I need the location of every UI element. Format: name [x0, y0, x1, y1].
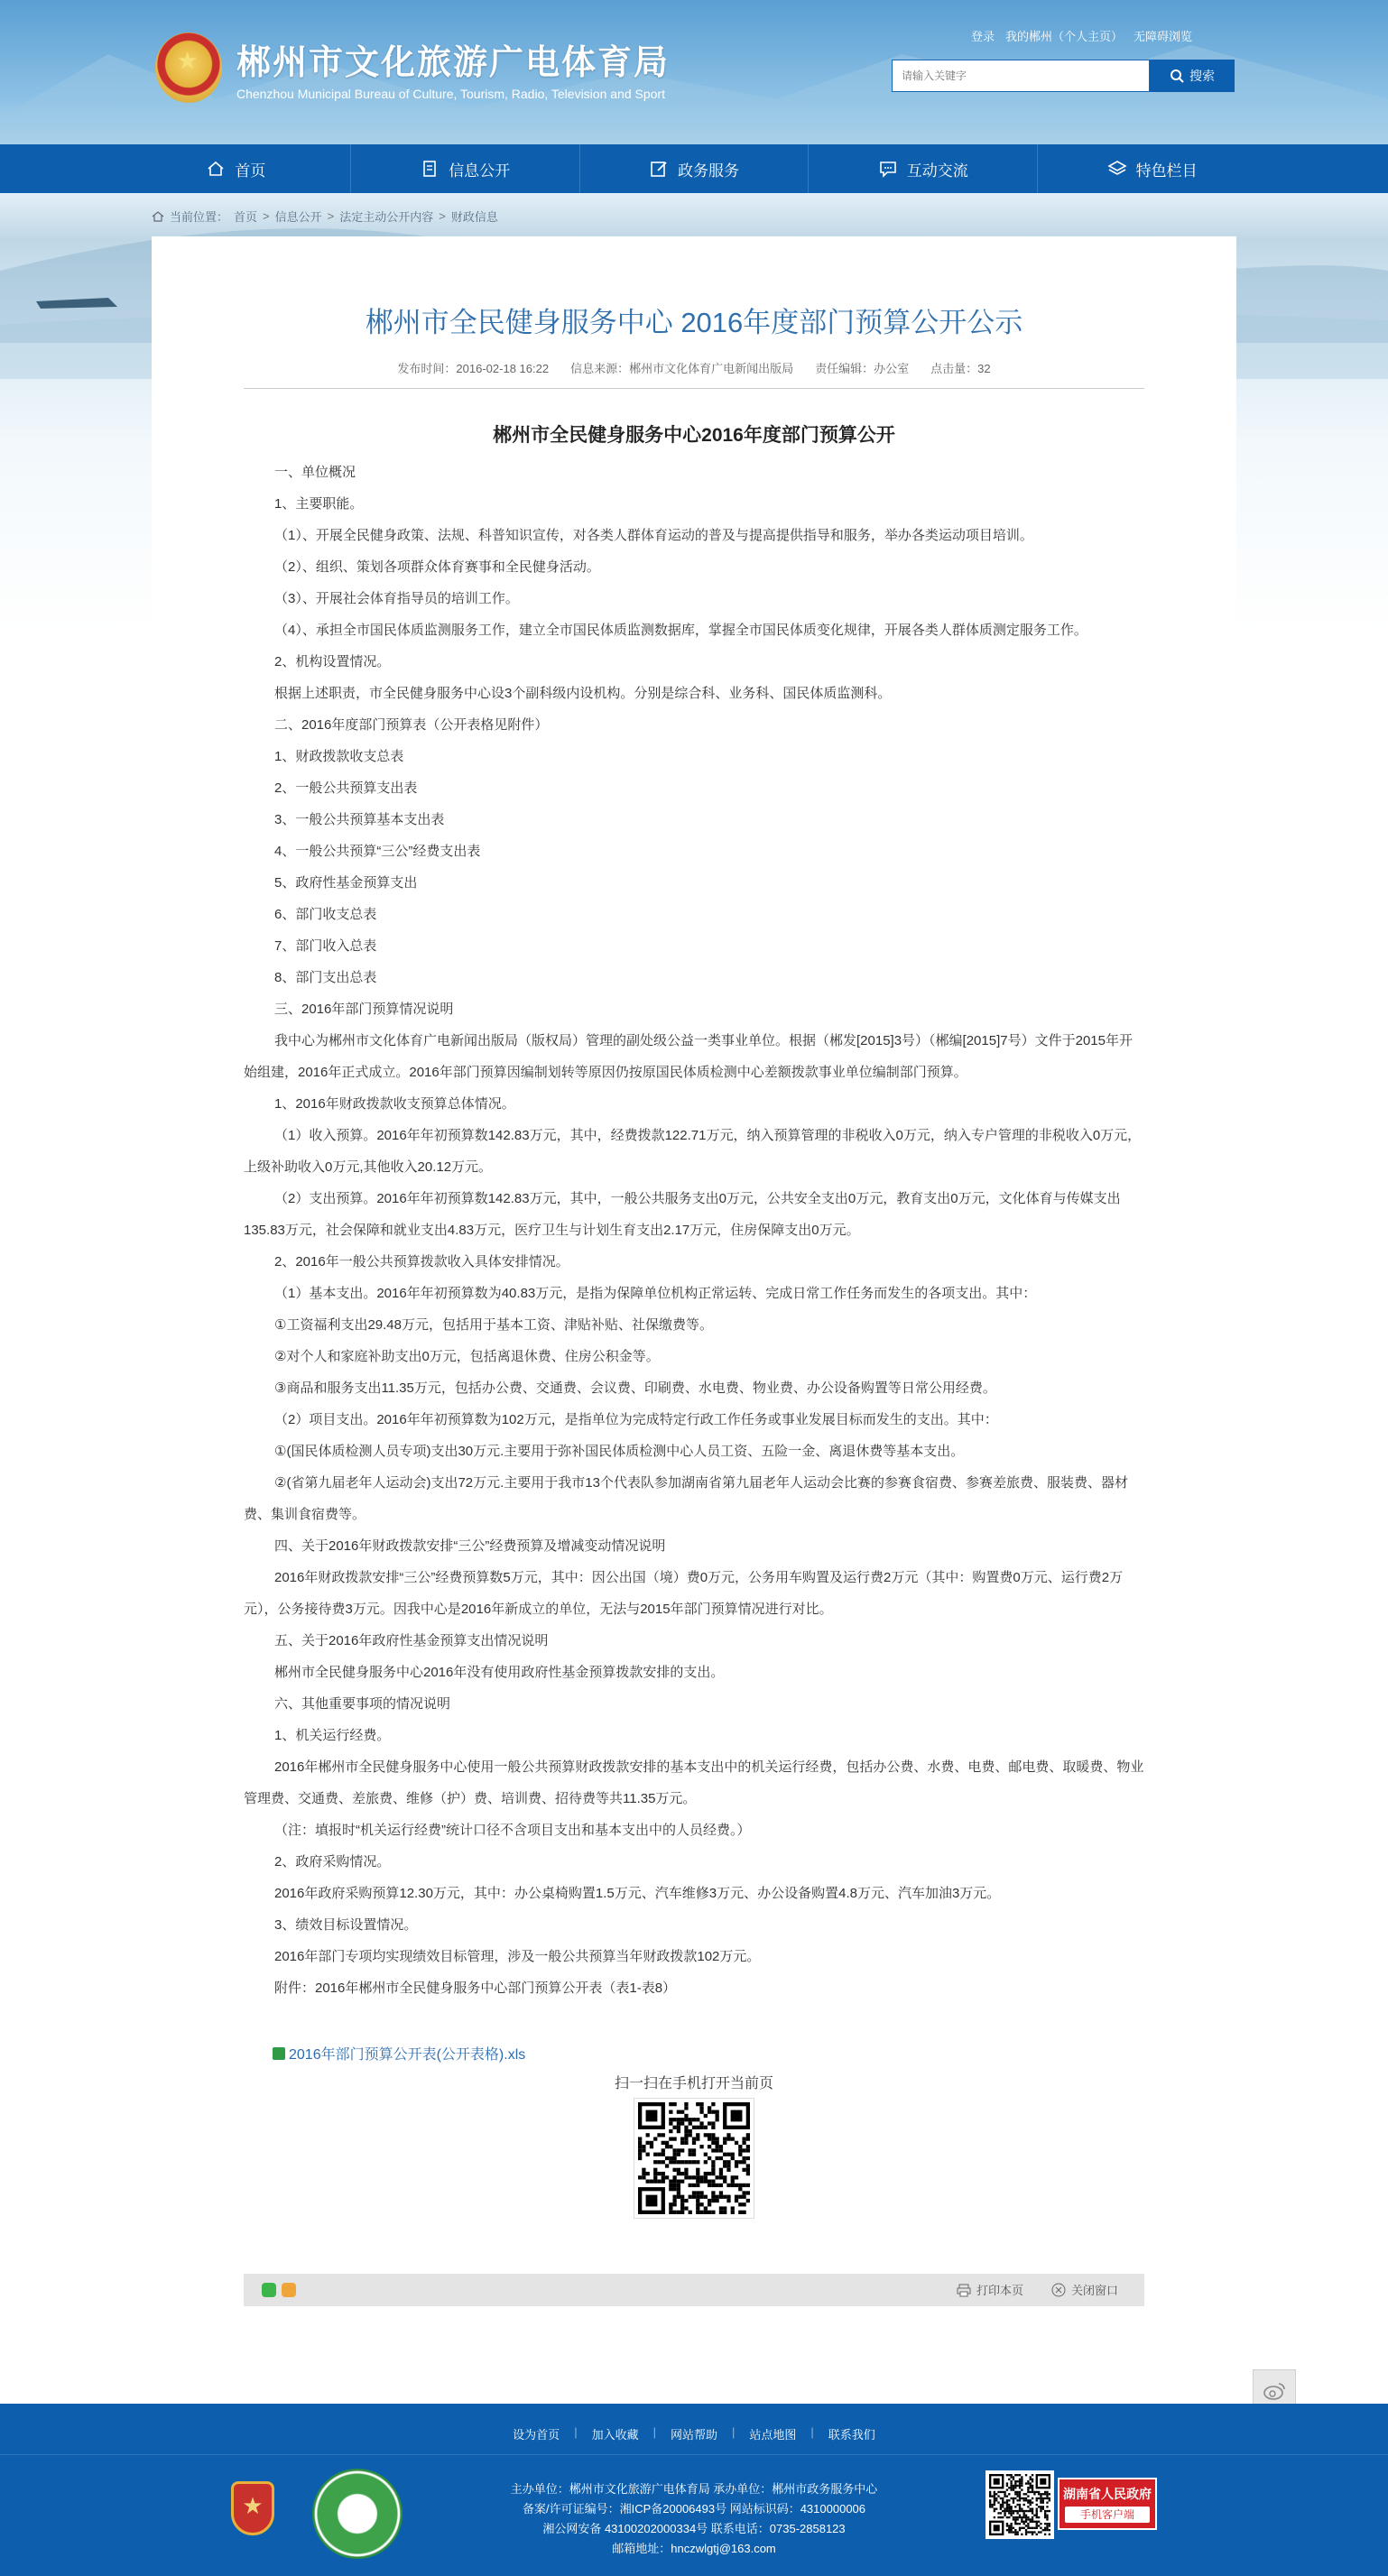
- article-panel: [152, 236, 1236, 2357]
- close-icon: [1051, 2283, 1066, 2297]
- article-paragraph: 三、2016年部门预算情况说明: [274, 1002, 454, 1017]
- article-paragraph: ①工资福利支出29.48万元，包括用于基本工资、津贴补贴、社保缴费等。: [274, 1317, 713, 1333]
- footer-icp[interactable]: 备案/许可证编号：湘ICP备20006493号 网站标识码：4310000006: [522, 2502, 866, 2516]
- footer-link-sitemap[interactable]: 站点地图: [749, 2428, 797, 2442]
- site-title[interactable]: 郴州市文化旅游广电体育局: [236, 44, 671, 82]
- search-input[interactable]: [892, 60, 1150, 92]
- breadcrumb-prefix: 当前位置：: [170, 210, 229, 224]
- weibo-share-icon[interactable]: [282, 2283, 296, 2297]
- qr-code: [634, 2099, 754, 2218]
- layers-icon: [1107, 159, 1127, 179]
- article-toolbar: [244, 2274, 1144, 2306]
- breadcrumb-item[interactable]: 信息公开: [274, 210, 322, 224]
- article-paragraph: 二、2016年度部门预算表（公开表格见附件）: [274, 717, 549, 733]
- printer-icon: [957, 2283, 971, 2297]
- article-paragraph: 1、2016年财政拨款收支预算总体情况。: [274, 1096, 515, 1112]
- site-footer: [0, 2404, 1388, 2576]
- attachment-name: 2016年部门预算公开表(公开表格).xls: [289, 2047, 526, 2063]
- close-label: 关闭窗口: [1071, 2284, 1119, 2297]
- article-body: [244, 457, 1144, 2004]
- nav-item-gov-services[interactable]: [580, 144, 810, 193]
- search-icon: [1170, 69, 1184, 83]
- article-paragraph: （1）基本支出。2016年年初预算数为40.83万元，是指为保障单位机构正常运转、完成日常工作任务而发生的各项支出。其中：: [274, 1286, 1037, 1301]
- footer-link-contact[interactable]: 联系我们: [828, 2428, 875, 2442]
- main-nav: [0, 144, 1388, 193]
- article-paragraph: （3）、开展社会体育指导员的培训工作。: [274, 591, 519, 606]
- document-icon: [420, 159, 440, 179]
- info-source: 信息来源：郴州市文化体育广电新闻出版局: [570, 362, 794, 375]
- nav-item-home[interactable]: [122, 144, 351, 193]
- nav-item-info-disclosure[interactable]: [351, 144, 580, 193]
- top-links: [971, 27, 1192, 44]
- divider: [244, 388, 1144, 389]
- article-paragraph: 2、政府采购情况。: [274, 1854, 391, 1870]
- party-gov-badge[interactable]: ★: [231, 2481, 274, 2535]
- article-paragraph: 2016年部门专项均实现绩效目标管理，涉及一般公共预算当年财政拨款102万元。: [274, 1949, 761, 1964]
- nav-label: 政务服务: [677, 162, 739, 180]
- breadcrumb-item[interactable]: 财政信息: [450, 210, 498, 224]
- article-meta: [152, 359, 1236, 376]
- footer-qr-code: [985, 2470, 1054, 2539]
- home-icon: [206, 159, 226, 179]
- nav-label: 互动交流: [906, 162, 968, 180]
- article-paragraph: 7、部门收入总表: [274, 938, 377, 954]
- footer-link-favorite[interactable]: 加入收藏: [591, 2428, 639, 2442]
- article-paragraph: （2）、组织、策划各项群众体育赛事和全民健身活动。: [274, 559, 600, 575]
- article-paragraph: 2、一般公共预算支出表: [274, 780, 418, 796]
- article-paragraph: 2、2016年一般公共预算拨款收入具体安排情况。: [274, 1254, 569, 1270]
- nav-label: 首页: [235, 162, 266, 180]
- search-button[interactable]: [1150, 60, 1235, 92]
- nav-item-featured[interactable]: [1038, 144, 1266, 193]
- publish-time: 发布时间：2016-02-18 16:22: [397, 362, 550, 375]
- article-paragraph: ③商品和服务支出11.35万元，包括办公费、交通费、会议费、印刷费、水电费、物业费、办公设备购置等日常公用经费。: [274, 1380, 996, 1396]
- article-paragraph: 六、其他重要事项的情况说明: [274, 1696, 451, 1712]
- article-paragraph: ②对个人和家庭补助支出0万元，包括离退休费、住房公积金等。: [274, 1349, 660, 1364]
- home-icon: [152, 210, 164, 223]
- footer-divider: [0, 2454, 1388, 2455]
- article-paragraph: 1、机关运行经费。: [274, 1728, 391, 1743]
- click-count: 点击量：32: [930, 362, 991, 375]
- article-paragraph: 3、绩效目标设置情况。: [274, 1917, 418, 1933]
- breadcrumb-item[interactable]: 法定主动公开内容: [339, 210, 434, 224]
- footer-links: 设为首页 | 加入收藏 | 网站帮助 | 站点地图 | 联系我们: [513, 2425, 875, 2442]
- excel-file-icon: [273, 2047, 285, 2060]
- article-title: 郴州市全民健身服务中心 2016年度部门预算公开公示: [365, 307, 1023, 338]
- footer-email: 邮箱地址：hnczwlgtj@163.com: [612, 2542, 776, 2555]
- article-paragraph: （2）项目支出。2016年年初预算数为102万元，是指单位为完成特定行政工作任务或事业发展目标而发生的支出。其中：: [274, 1412, 998, 1427]
- article-paragraph: 2、机构设置情况。: [274, 654, 391, 669]
- nav-label: 特色栏目: [1135, 162, 1198, 180]
- accessibility-link[interactable]: 无障碍浏览: [1134, 30, 1193, 43]
- footer-info: [0, 2479, 1388, 2559]
- article-paragraph: 5、政府性基金预算支出: [274, 875, 418, 891]
- chat-icon: [878, 159, 898, 179]
- weibo-icon: [1263, 2381, 1286, 2401]
- nav-item-interaction[interactable]: [809, 144, 1038, 193]
- article-paragraph: 四、关于2016年财政拨款安排“三公”经费预算及增减变动情况说明: [274, 1538, 666, 1554]
- login-link[interactable]: 登录: [971, 30, 995, 43]
- footer-police-record[interactable]: 湘公网安备 43100202000334号 联系电话：0735-2858123: [542, 2522, 846, 2535]
- article-paragraph: 根据上述职责，市全民健身服务中心设3个副科级内设机构。分别是综合科、业务科、国民体质监测科。: [274, 686, 892, 701]
- article-paragraph: 1、主要职能。: [274, 496, 364, 512]
- article-paragraph: （1）收入预算。2016年年初预算数142.83万元，其中，经费拨款122.71万元，纳入预算管理的非税收入0万元，纳入专户管理的非税收入0万元，上级补助收入0万元,其他收入20.12万元。: [244, 1128, 1142, 1175]
- my-homepage-link[interactable]: 我的郴州（个人主页）: [1005, 30, 1124, 43]
- footer-link-help[interactable]: 网站帮助: [670, 2428, 717, 2442]
- article-paragraph: 4、一般公共预算“三公”经费支出表: [274, 844, 481, 859]
- article-paragraph: 2016年财政拨款安排“三公”经费预算数5万元，其中：因公出国（境）费0万元，公务用车购置及运行费2万元（其中：购置费0万元、运行费2万元），公务接待费3万元。因我中心是2016年新成立的单位，无法与2015年部门预算情况进行对比。: [244, 1570, 1124, 1617]
- article-paragraph: （4）、承担全市国民体质监测服务工作，建立全市国民体质监测数据库，掌握全市国民体质变化规律，开展各类人群体质测定服务工作。: [274, 623, 1087, 638]
- gov-app-label: 手机客户端: [1065, 2507, 1150, 2523]
- article-paragraph: 五、关于2016年政府性基金预算支出情况说明: [274, 1633, 549, 1648]
- attachment-link[interactable]: [273, 2043, 525, 2064]
- article-paragraph: ①(国民体质检测人员专项)支出30万元.主要用于弥补国民体质检测中心人员工资、五险一金、离退休费等基本支出。: [274, 1444, 965, 1459]
- article-paragraph: 郴州市全民健身服务中心2016年没有使用政府性基金预算拨款安排的支出。: [274, 1665, 725, 1680]
- article-paragraph: （1）、开展全民健身政策、法规、科普知识宣传，对各类人群体育运动的普及与提高提供指导和服务，举办各类运动项目培训。: [274, 528, 1033, 543]
- article-paragraph: 3、一般公共预算基本支出表: [274, 812, 445, 827]
- breadcrumb-item[interactable]: 首页: [234, 210, 258, 224]
- gov-name: 湖南省人民政府: [1063, 2487, 1152, 2501]
- footer-sponsor: 主办单位：郴州市文化旅游广电体育局 承办单位：郴州市政务服务中心: [510, 2482, 878, 2496]
- article-paragraph: 附件：2016年郴州市全民健身服务中心部门预算公开表（表1-表8）: [274, 1980, 677, 1996]
- breadcrumb: 当前位置： 首页 > 信息公开 > 法定主动公开内容 > 财政信息: [152, 208, 498, 225]
- article-paragraph: （注：填报时“机关运行经费”统计口径不含项目支出和基本支出中的人员经费。）: [274, 1823, 751, 1838]
- national-emblem-logo: ★: [155, 32, 222, 103]
- share-buttons: [262, 2283, 296, 2297]
- footer-link-set-home[interactable]: 设为首页: [513, 2428, 560, 2442]
- article-paragraph: （2）支出预算。2016年年初预算数142.83万元，其中，一般公共服务支出0万元，公共安全支出0万元，教育支出0万元，文化体育与传媒支出135.83万元，社会保障和就业支出4.83万元，医疗卫生与计划生育支出2.17万元，住房保障支出0万元。: [244, 1191, 1121, 1238]
- nav-label: 信息公开: [449, 162, 511, 180]
- close-window-button[interactable]: [1051, 2281, 1118, 2298]
- article-paragraph: 6、部门收支总表: [274, 907, 377, 922]
- article-paragraph: 8、部门支出总表: [274, 970, 377, 985]
- print-button[interactable]: [957, 2281, 1023, 2298]
- hunan-gov-app-link[interactable]: [1058, 2478, 1157, 2530]
- article-paragraph: 2016年郴州市全民健身服务中心使用一般公共预算财政拨款安排的基本支出中的机关运行经费，包括办公费、水费、电费、邮电费、取暖费、物业管理费、交通费、差旅费、维修（护）费、培训费、招待费等共11.35万元。: [244, 1759, 1144, 1806]
- search-box: [892, 60, 1235, 92]
- article-paragraph: 一、单位概况: [274, 465, 356, 480]
- wechat-share-icon[interactable]: [262, 2283, 276, 2297]
- search-button-label: 搜索: [1189, 69, 1215, 83]
- article-paragraph: 我中心为郴州市文化体育广电新闻出版局（版权局）管理的副处级公益一类事业单位。根据（郴发[2015]3号）（郴编[2015]7号）文件于2015年开始组建，2016年正式成立。2016年部门预算因编制划转等原因仍按原国民体质检测中心差额拨款事业单位编制部门预算。: [244, 1033, 1133, 1080]
- print-label: 打印本页: [976, 2284, 1024, 2297]
- article-paragraph: 1、财政拨款收支总表: [274, 749, 404, 764]
- body-title: 郴州市全民健身服务中心2016年度部门预算公开: [493, 425, 895, 446]
- site-header: [0, 0, 1388, 144]
- site-subtitle: Chenzhou Municipal Bureau of Culture, Tourism, Radio, Television and Sport: [236, 87, 665, 101]
- article-paragraph: 2016年政府采购预算12.30万元，其中：办公桌椅购置1.5万元、汽车维修3万元、办公设备购置4.8万元、汽车加油3万元。: [274, 1886, 1001, 1901]
- edit-icon: [649, 159, 669, 179]
- editor: 责任编辑：办公室: [815, 362, 910, 375]
- article-paragraph: ②(省第九届老年人运动会)支出72万元.主要用于我市13个代表队参加湖南省第九届老年人运动会比赛的参赛食宿费、参赛差旅费、服装费、器材费、集训食宿费等。: [244, 1475, 1128, 1522]
- qr-label: 扫一扫在手机打开当前页: [614, 2076, 773, 2091]
